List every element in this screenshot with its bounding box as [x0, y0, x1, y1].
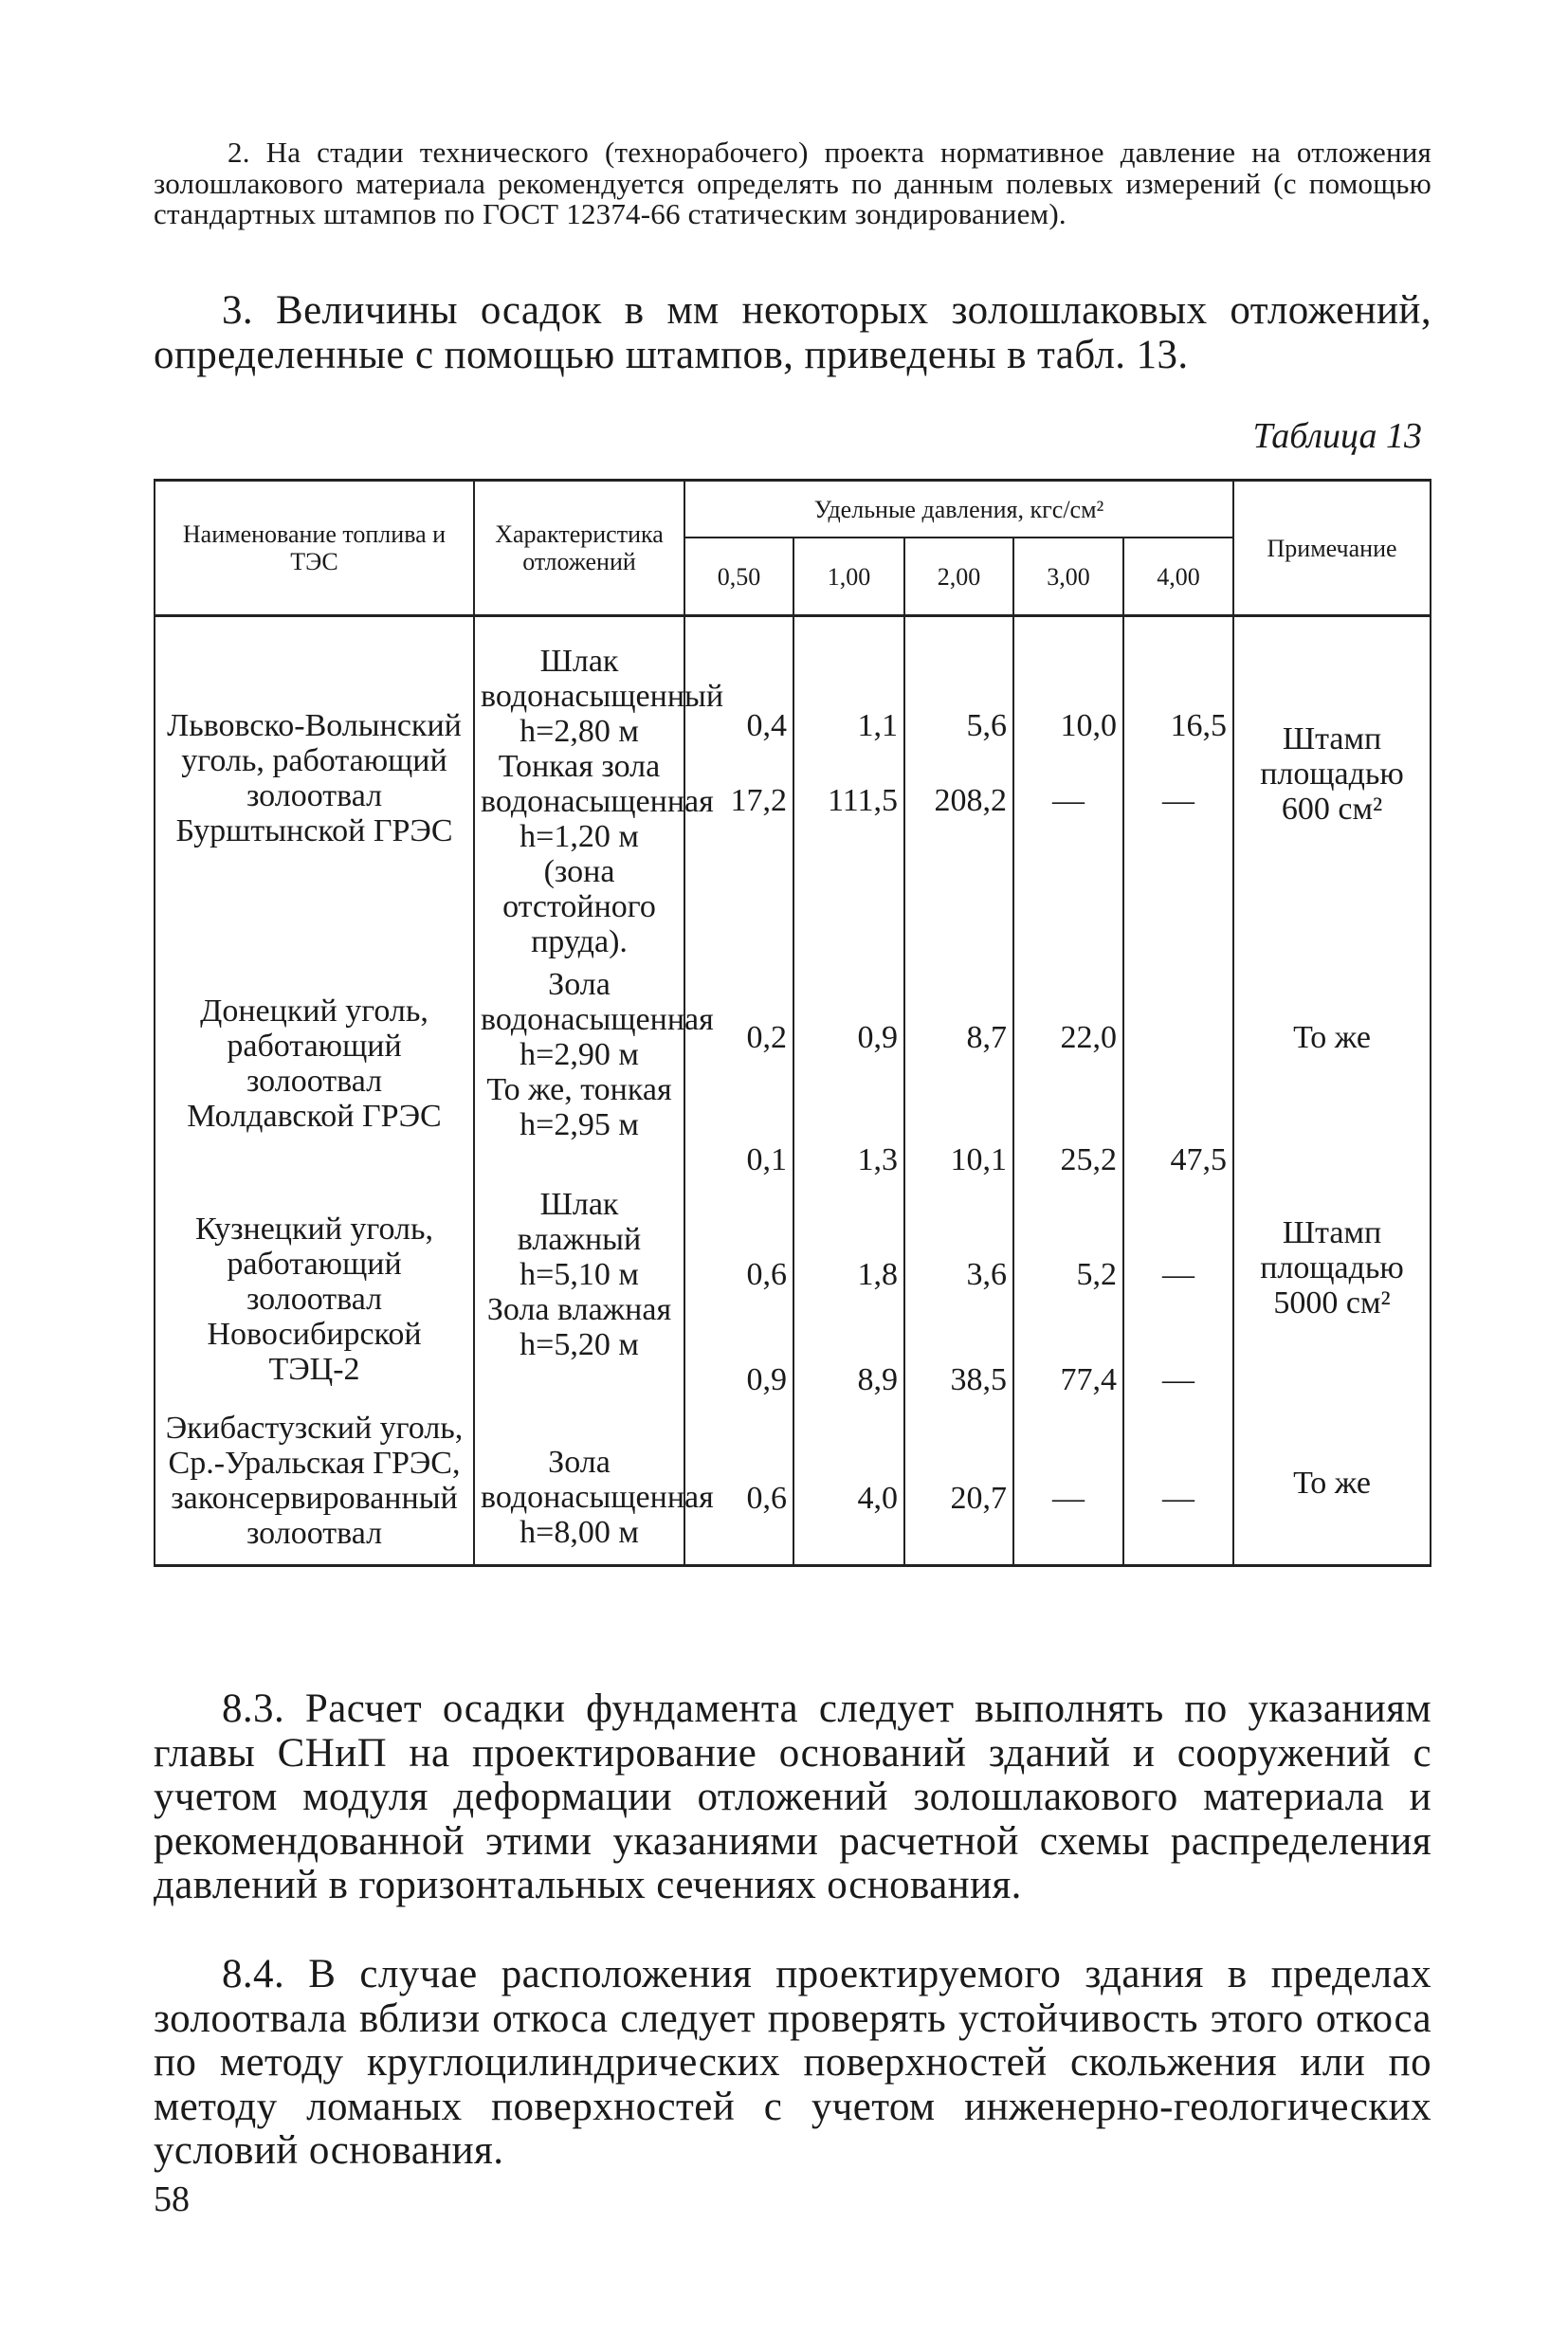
value-cell: 0,9: [684, 1292, 793, 1397]
value-cell: —: [1013, 1397, 1123, 1566]
value-cell: 5,2: [1013, 1177, 1123, 1292]
fuel-name-cell: Экибастузский уголь, Ср.-Уральская ГРЭС, законсервированный золоотвал: [155, 1397, 474, 1566]
characteristic-cell: Шлак влажный h=5,10 м: [474, 1177, 684, 1292]
fuel-name-cell: Кузнецкий уголь, работающий золоотвал Новосибирской ТЭЦ-2: [155, 1177, 474, 1397]
value-cell: 10,1: [904, 1072, 1013, 1177]
value-cell: 8,7: [904, 959, 1013, 1072]
value-cell: 10,0: [1013, 616, 1123, 750]
fuel-name-cell: Донецкий уголь, работающий золоотвал Молдавской ГРЭС: [155, 959, 474, 1177]
characteristic-cell: Тонкая зола водонасыщенная h=1,20 м (зона отстойного пруда).: [474, 749, 684, 959]
table-13: [154, 479, 1431, 1567]
value-cell: 8,9: [793, 1292, 904, 1397]
value-cell: 0,6: [684, 1177, 793, 1292]
value-cell: 25,2: [1013, 1072, 1123, 1177]
value-cell: —: [1013, 749, 1123, 959]
characteristic-cell: То же, тонкая h=2,95 м: [474, 1072, 684, 1177]
characteristic-cell: Зола водонасыщенная h=8,00 м: [474, 1397, 684, 1566]
value-cell: —: [1123, 1292, 1233, 1397]
value-cell: [1123, 959, 1233, 1072]
value-cell: 0,6: [684, 1397, 793, 1566]
characteristic-cell: Зола водонасыщенная h=2,90 м: [474, 959, 684, 1072]
note-cell: То же: [1233, 959, 1431, 1177]
value-cell: 38,5: [904, 1292, 1013, 1397]
value-cell: —: [1123, 1397, 1233, 1566]
header-pressure-3: 3,00: [1013, 538, 1123, 616]
value-cell: 111,5: [793, 749, 904, 959]
paragraph-2: [154, 137, 1431, 230]
value-cell: 20,7: [904, 1397, 1013, 1566]
header-pressure-4: 4,00: [1123, 538, 1233, 616]
table-row: [155, 1177, 1431, 1292]
header-note: Примечание: [1233, 481, 1431, 616]
header-pressure-0: 0,50: [684, 538, 793, 616]
value-cell: 0,4: [684, 616, 793, 750]
value-cell: 0,9: [793, 959, 904, 1072]
value-cell: 22,0: [1013, 959, 1123, 1072]
value-cell: 16,5: [1123, 616, 1233, 750]
header-pressure-2: 2,00: [904, 538, 1013, 616]
fuel-name-cell: Львовско-Волынский уголь, работающий золоотвал Бурштынской ГРЭС: [155, 616, 474, 960]
value-cell: 5,6: [904, 616, 1013, 750]
value-cell: 208,2: [904, 749, 1013, 959]
header-pressures: Удельные давления, кгс/см²: [684, 481, 1233, 538]
value-cell: 1,8: [793, 1177, 904, 1292]
table-caption: Таблица 13: [1252, 416, 1422, 456]
value-cell: 0,2: [684, 959, 793, 1072]
note-cell: То же: [1233, 1397, 1431, 1566]
paragraph-8-4: 8.4. В случае расположения проектируемого здания в пределах золоотвала вблизи откоса следует проверять устойчивость этого откоса по методу круглоцилиндрических поверхностей скольжения или по методу ломаных поверхностей с учетом инженерно-геологических условий основания.: [154, 1952, 1431, 2173]
table-row: [155, 1397, 1431, 1566]
value-cell: 4,0: [793, 1397, 904, 1566]
note-cell: Штамп площадью 600 см²: [1233, 616, 1431, 960]
value-cell: 47,5: [1123, 1072, 1233, 1177]
header-name: Наименование топлива и ТЭС: [155, 481, 474, 616]
paragraph-2-text: 2. На стадии технического (технорабочего) проекта нормативное давление на отложения золошлакового материала рекомендуется определять по данным полевых измерений (с помощью стандартных штампов по ГОСТ 12374-66 статическим зондированием).: [154, 136, 1431, 230]
note-cell: Штамп площадью 5000 см²: [1233, 1177, 1431, 1397]
value-cell: 77,4: [1013, 1292, 1123, 1397]
characteristic-cell: Зола влажная h=5,20 м: [474, 1292, 684, 1397]
table-row: [155, 616, 1431, 750]
value-cell: 3,6: [904, 1177, 1013, 1292]
value-cell: 17,2: [684, 749, 793, 959]
header-pressure-1: 1,00: [793, 538, 904, 616]
value-cell: —: [1123, 749, 1233, 959]
paragraph-8-3: 8.3. Расчет осадки фундамента следует выполнять по указаниям главы СНиП на проектирование оснований зданий и сооружений с учетом модуля деформации отложений золошлакового материала и рекомендованной этими указаниями расчетной схемы распределения давлений в горизонтальных сечениях основания.: [154, 1686, 1431, 1907]
table-row: [155, 959, 1431, 1072]
value-cell: 0,1: [684, 1072, 793, 1177]
value-cell: 1,3: [793, 1072, 904, 1177]
header-characteristics: Характеристика отложений: [474, 481, 684, 616]
page-number: 58: [154, 2179, 190, 2219]
paragraph-3: 3. Величины осадок в мм некоторых золошлаковых отложений, определенные с помощью штампов, приведены в табл. 13.: [154, 288, 1431, 377]
value-cell: 1,1: [793, 616, 904, 750]
characteristic-cell: Шлак водонасыщенный h=2,80 м: [474, 616, 684, 750]
value-cell: —: [1123, 1177, 1233, 1292]
